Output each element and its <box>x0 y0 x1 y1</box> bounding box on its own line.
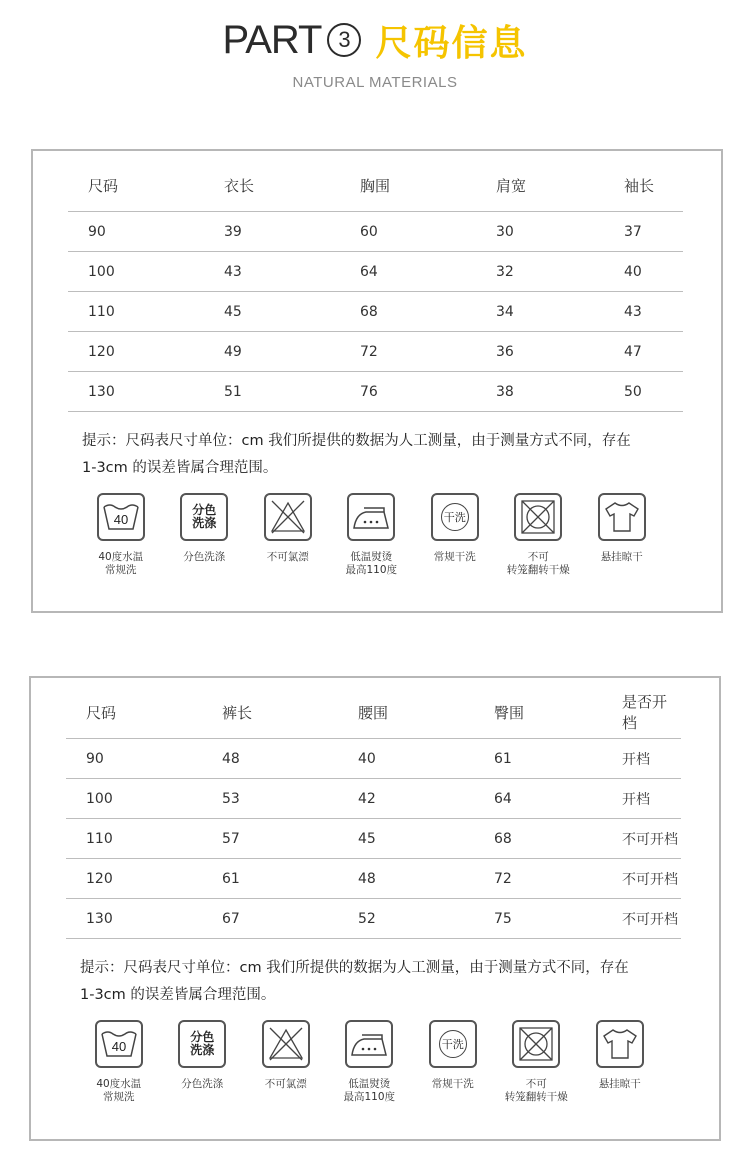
table-cell: 68 <box>360 292 496 332</box>
part-label: PART <box>222 17 322 62</box>
table-cell: 64 <box>360 252 496 292</box>
dry-clean-text: 干洗 <box>439 1030 467 1058</box>
care-item-wash <box>77 1020 161 1104</box>
header-cell: 裤长 <box>222 686 358 739</box>
table-cell: 53 <box>222 779 358 819</box>
care-item-no-bleach <box>246 493 330 577</box>
no-bleach-icon <box>262 1020 310 1068</box>
table-row <box>66 779 681 819</box>
table-cell: 39 <box>224 212 360 252</box>
table-cell: 45 <box>224 292 360 332</box>
table-cell: 68 <box>494 819 622 859</box>
care-label: 常规干洗 <box>433 551 476 563</box>
table-cell: 42 <box>358 779 494 819</box>
care-label: 低温熨烫 最高110度 <box>343 1078 396 1103</box>
table-cell: 110 <box>66 819 222 859</box>
table-cell: 43 <box>624 292 683 332</box>
dry-clean-text: 干洗 <box>441 503 469 531</box>
table-cell: 不可开档 <box>622 859 681 899</box>
care-label: 不可氯漂 <box>266 551 309 563</box>
table-cell: 不可开档 <box>622 899 681 939</box>
table-cell: 72 <box>360 332 496 372</box>
note-line: 1-3cm 的误差皆属合理范围。 <box>80 987 276 1003</box>
care-item-wash <box>79 493 163 577</box>
top-size-table <box>68 159 683 412</box>
care-label: 不可 转笼翻转干燥 <box>506 551 570 576</box>
table-cell: 48 <box>222 739 358 779</box>
table-cell: 100 <box>68 252 224 292</box>
table-cell: 61 <box>222 859 358 899</box>
care-label: 常规干洗 <box>431 1078 474 1090</box>
table-cell: 61 <box>494 739 622 779</box>
measurement-note <box>80 955 690 1009</box>
section-header <box>0 14 750 91</box>
no-bleach-icon <box>264 493 312 541</box>
part-number-badge: 3 <box>327 23 361 57</box>
dry-clean-icon <box>429 1020 477 1068</box>
table-cell: 32 <box>496 252 624 292</box>
table-cell: 37 <box>624 212 683 252</box>
table-cell: 43 <box>224 252 360 292</box>
table-cell: 49 <box>224 332 360 372</box>
care-label: 分色洗涤 <box>183 551 226 563</box>
header-cell: 是否开档 <box>622 686 681 739</box>
care-item-dry-clean <box>411 1020 495 1104</box>
table-cell: 120 <box>68 332 224 372</box>
table-cell: 72 <box>494 859 622 899</box>
separate-wash-icon <box>178 1020 226 1068</box>
no-tumble-dry-icon <box>512 1020 560 1068</box>
table-header-row <box>68 159 683 212</box>
table-cell: 34 <box>496 292 624 332</box>
table-row <box>68 292 683 332</box>
table-cell: 64 <box>494 779 622 819</box>
table-cell: 75 <box>494 899 622 939</box>
table-row <box>68 212 683 252</box>
table-cell: 38 <box>496 372 624 412</box>
care-label: 40度水温 常规洗 <box>98 551 144 576</box>
care-item-no-tumble <box>495 1020 579 1104</box>
care-label: 悬挂晾干 <box>600 551 643 563</box>
note-line: 提示：尺码表尺寸单位：cm 我们所提供的数据为人工测量，由于测量方式不同，存在 <box>80 960 629 976</box>
care-label: 悬挂晾干 <box>598 1078 641 1090</box>
note-line: 提示：尺码表尺寸单位：cm 我们所提供的数据为人工测量，由于测量方式不同，存在 <box>82 433 631 449</box>
hang-dry-icon <box>596 1020 644 1068</box>
header-cell: 尺码 <box>68 159 224 212</box>
wash-temp-text: 40 <box>111 1039 126 1054</box>
wash-temp-text: 40 <box>113 512 128 527</box>
wash-40-icon <box>95 1020 143 1068</box>
header-cell: 衣长 <box>224 159 360 212</box>
care-item-iron <box>330 493 414 577</box>
care-label: 不可氯漂 <box>264 1078 307 1090</box>
table-cell: 110 <box>68 292 224 332</box>
table-row <box>68 332 683 372</box>
table-row <box>66 899 681 939</box>
header-cell: 尺码 <box>66 686 222 739</box>
table-cell: 不可开档 <box>622 819 681 859</box>
note-line: 1-3cm 的误差皆属合理范围。 <box>82 460 278 476</box>
separate-wash-text: 分色 洗涤 <box>190 1030 215 1057</box>
care-icons-row <box>79 493 664 577</box>
separate-wash-text: 分色 洗涤 <box>192 503 217 530</box>
section-subtitle: NATURAL MATERIALS <box>292 74 458 91</box>
table-cell: 开档 <box>622 739 681 779</box>
table-cell: 130 <box>66 899 222 939</box>
pants-size-table <box>66 686 681 939</box>
table-row <box>66 739 681 779</box>
title-line <box>0 14 750 66</box>
header-cell: 腰围 <box>358 686 494 739</box>
care-item-separate <box>161 1020 245 1104</box>
table-cell: 40 <box>624 252 683 292</box>
care-label: 不可 转笼翻转干燥 <box>504 1078 568 1103</box>
no-tumble-dry-icon <box>514 493 562 541</box>
table-cell: 67 <box>222 899 358 939</box>
section-title: 尺码信息 <box>375 22 528 64</box>
table-cell: 开档 <box>622 779 681 819</box>
care-label: 低温熨烫 最高110度 <box>345 551 398 576</box>
measurement-note <box>82 428 692 482</box>
table-cell: 100 <box>66 779 222 819</box>
iron-low-icon <box>347 493 395 541</box>
table-cell: 36 <box>496 332 624 372</box>
table-row <box>68 252 683 292</box>
care-item-iron <box>328 1020 412 1104</box>
table-cell: 48 <box>358 859 494 899</box>
table-cell: 60 <box>360 212 496 252</box>
header-cell: 臀围 <box>494 686 622 739</box>
table-cell: 90 <box>66 739 222 779</box>
dry-clean-icon <box>431 493 479 541</box>
table-row <box>66 819 681 859</box>
pants-size-chart-panel <box>29 676 721 1141</box>
iron-low-icon <box>345 1020 393 1068</box>
table-cell: 120 <box>66 859 222 899</box>
table-row <box>66 859 681 899</box>
header-cell: 胸围 <box>360 159 496 212</box>
top-size-chart-panel <box>31 149 723 613</box>
table-cell: 52 <box>358 899 494 939</box>
header-cell: 袖长 <box>624 159 683 212</box>
wash-40-icon <box>97 493 145 541</box>
table-cell: 50 <box>624 372 683 412</box>
care-label: 分色洗涤 <box>181 1078 224 1090</box>
care-item-no-bleach <box>244 1020 328 1104</box>
table-cell: 57 <box>222 819 358 859</box>
table-cell: 76 <box>360 372 496 412</box>
table-cell: 47 <box>624 332 683 372</box>
care-label: 40度水温 常规洗 <box>96 1078 142 1103</box>
hang-dry-icon <box>598 493 646 541</box>
care-item-separate <box>163 493 247 577</box>
table-cell: 51 <box>224 372 360 412</box>
table-cell: 40 <box>358 739 494 779</box>
table-cell: 90 <box>68 212 224 252</box>
header-cell: 肩宽 <box>496 159 624 212</box>
table-cell: 30 <box>496 212 624 252</box>
table-header-row <box>66 686 681 739</box>
care-item-no-tumble <box>497 493 581 577</box>
care-icons-row <box>77 1020 662 1104</box>
table-cell: 45 <box>358 819 494 859</box>
table-cell: 130 <box>68 372 224 412</box>
separate-wash-icon <box>180 493 228 541</box>
care-item-hang-dry <box>580 493 664 577</box>
care-item-hang-dry <box>578 1020 662 1104</box>
care-item-dry-clean <box>413 493 497 577</box>
table-row <box>68 372 683 412</box>
